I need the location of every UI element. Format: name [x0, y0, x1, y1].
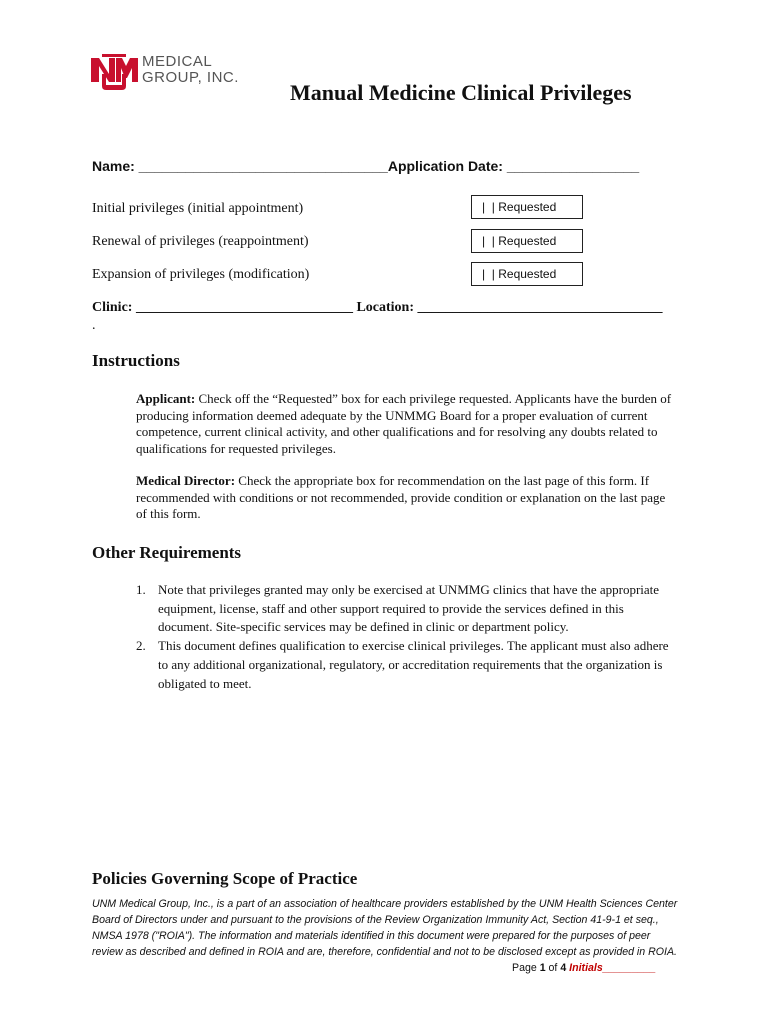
privilege-label-initial: Initial privileges (initial appointment) — [92, 201, 304, 216]
requested-checkbox-renewal[interactable]: | | Requested — [471, 229, 583, 253]
privilege-label-renewal: Renewal of privileges (reappointment) — [92, 234, 309, 249]
page-current: 1 — [539, 962, 546, 974]
page-of: of — [545, 962, 561, 974]
applicant-text: Check off the “Requested” box for each privilege requested. Applicants have the burden of producing information deemed adequate by the UNMMG Board for a proper evaluation of current competence, current clinical activity, and other qualifications and for resolving any doubts related to qualifications for requested privileges. — [136, 391, 672, 456]
clinic-location-field[interactable]: Clinic: _______________________________ Location: ___________________________________ — [92, 300, 663, 315]
page-prefix: Page — [512, 962, 540, 974]
logo-line-2: GROUP, INC. — [142, 69, 239, 86]
name-application-date-field[interactable]: Name: ________________________________Application Date: _________________ — [92, 158, 640, 174]
unm-logo-icon — [90, 52, 140, 92]
list-item — [136, 637, 676, 693]
logo-line-1: MEDICAL — [142, 53, 213, 70]
requested-checkbox-expansion[interactable]: | | Requested — [471, 262, 583, 286]
requested-checkbox-initial[interactable]: | | Requested — [471, 195, 583, 219]
instructions-heading: Instructions — [92, 351, 180, 370]
stray-period: . — [92, 318, 96, 333]
list-item-text: Note that privileges granted may only be exercised at UNMMG clinics that have the appropriate equipment, license, staff and other support required to provide the services defined in this document. Site-specific services may be defined in clinic or department policy. — [158, 582, 660, 635]
applicant-label: Applicant: — [136, 391, 196, 406]
list-item — [136, 581, 676, 637]
page-title: Manual Medicine Clinical Privileges — [290, 80, 632, 105]
page-total: 4 — [560, 962, 567, 974]
requirements-list — [136, 581, 676, 693]
privilege-label-expansion: Expansion of privileges (modification) — [92, 267, 310, 282]
unm-medical-group-logo — [90, 52, 270, 94]
page-number — [512, 962, 656, 974]
other-requirements-heading: Other Requirements — [92, 543, 242, 562]
initials-field[interactable]: Initials_________ — [566, 962, 656, 974]
list-item-number: 1. — [136, 582, 146, 597]
director-text: Check the appropriate box for recommendation on the last page of this form. If recommended with conditions or not recommended, provide condition or explanation on the last page of this form. — [136, 473, 666, 521]
policies-heading: Policies Governing Scope of Practice — [92, 869, 358, 888]
logo-text — [142, 54, 239, 86]
list-item-number: 2. — [136, 638, 146, 654]
applicant-instructions — [136, 391, 676, 457]
list-item-text: This document defines qualification to exercise clinical privileges. The applicant must also adhere to any additional organizational, regulatory, or accreditation requirements that the organization is obligated to meet. — [158, 638, 669, 691]
director-instructions — [136, 473, 676, 523]
policies-text: UNM Medical Group, Inc., is a part of an association of healthcare providers established by the UNM Health Sciences Center Board of Directors under and pursuant to the provisions of the Review Organization Immunity Act, Section 41-9-1 et seq., NMSA 1978 ("ROIA"). The information and materials identified in this document were prepared for the purposes of peer review as described and defined in ROIA and are, therefore, confidential and not to be disclosed except as provided in ROIA. — [92, 898, 678, 958]
director-label: Medical Director: — [136, 473, 236, 488]
